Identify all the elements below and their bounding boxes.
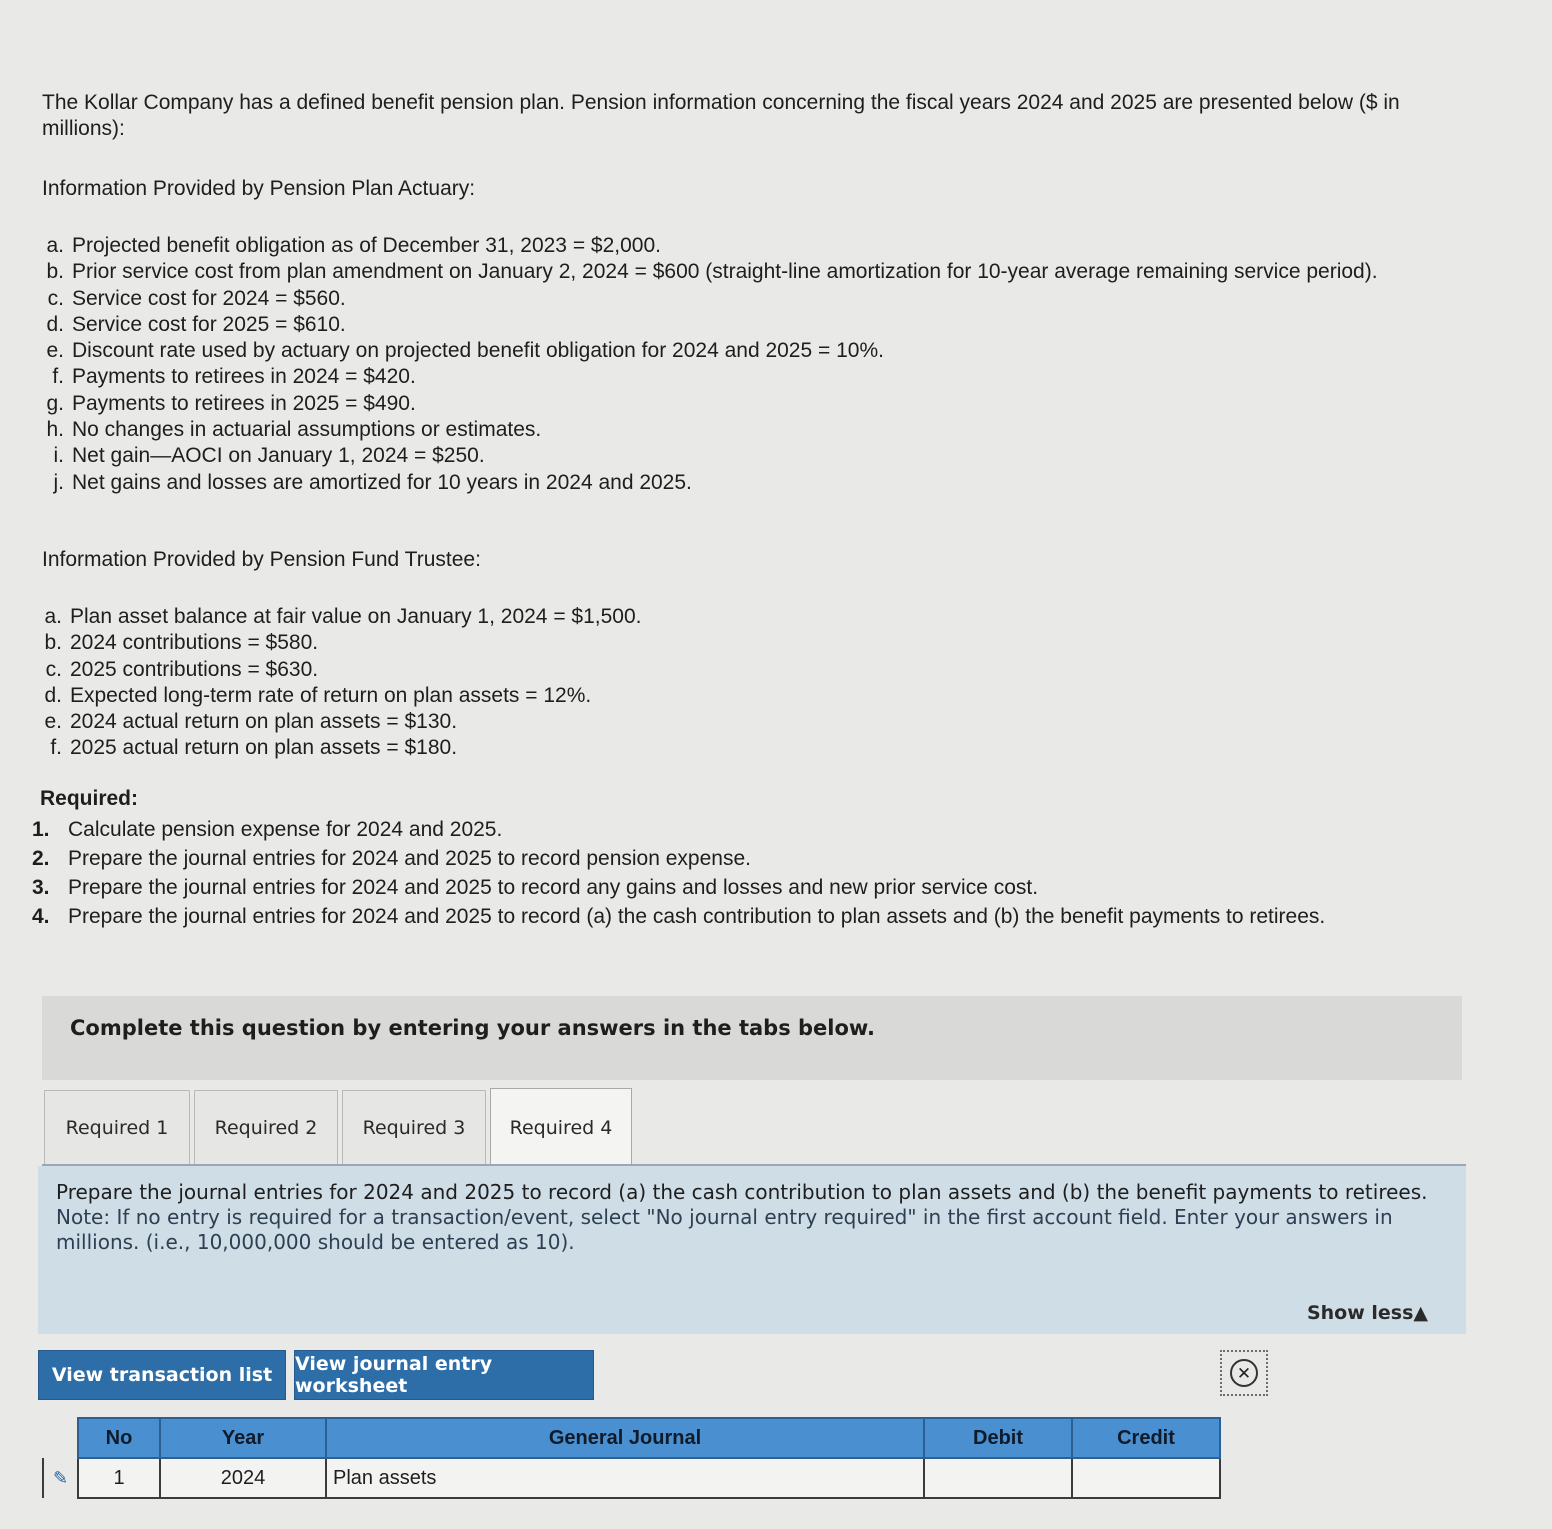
actuary-list xyxy=(40,233,1490,496)
list-item xyxy=(40,417,1490,443)
list-item xyxy=(40,338,1490,364)
edit-column-header xyxy=(43,1418,78,1458)
list-marker: b. xyxy=(46,260,64,284)
list-marker: 3. xyxy=(32,876,50,899)
list-marker: a. xyxy=(44,605,62,628)
list-item xyxy=(38,630,1238,656)
list-item xyxy=(32,873,1442,902)
list-marker: e. xyxy=(46,339,64,363)
required-heading: Required: xyxy=(40,787,139,810)
list-marker: c. xyxy=(45,657,62,681)
list-marker: g. xyxy=(46,391,64,415)
list-item xyxy=(40,443,1490,469)
list-item xyxy=(38,657,1238,683)
list-marker: i. xyxy=(53,444,64,468)
row-credit[interactable] xyxy=(1072,1458,1220,1498)
list-text: Calculate pension expense for 2024 and 2025. xyxy=(68,818,503,841)
tab-required-4[interactable]: Required 4 xyxy=(490,1088,632,1166)
list-marker: d. xyxy=(46,312,64,336)
list-marker: f. xyxy=(52,365,64,389)
instructions-note: Note: If no entry is required for a transaction/event, select "No journal entry required" in the first account field. Enter your answers in millions. (i.e., 10,000,000 should be entered as 10). xyxy=(56,1205,1393,1254)
instructions-panel xyxy=(38,1166,1466,1334)
col-debit-header: Debit xyxy=(924,1418,1072,1458)
list-item xyxy=(32,815,1442,844)
trustee-list xyxy=(38,604,1238,762)
row-debit[interactable] xyxy=(924,1458,1072,1498)
row-no: 1 xyxy=(78,1458,160,1498)
list-item xyxy=(40,286,1490,312)
trustee-heading: Information Provided by Pension Fund Trustee: xyxy=(42,548,481,571)
pencil-icon[interactable]: ✎ xyxy=(52,1467,69,1488)
list-text: Payments to retirees in 2024 = $420. xyxy=(72,365,416,389)
view-journal-entry-worksheet-button[interactable]: View journal entry worksheet xyxy=(294,1350,594,1400)
col-credit-header: Credit xyxy=(1072,1418,1220,1458)
list-text: Prepare the journal entries for 2024 and 2025 to record pension expense. xyxy=(68,847,751,870)
instructions-text: Prepare the journal entries for 2024 and 2025 to record (a) the cash contribution to plan assets and (b) the benefit payments to retirees. xyxy=(56,1180,1428,1204)
tab-required-1[interactable]: Required 1 xyxy=(44,1090,190,1164)
list-marker: d. xyxy=(44,683,62,707)
list-text: Payments to retirees in 2025 = $490. xyxy=(72,391,416,415)
list-text: Discount rate used by actuary on projected benefit obligation for 2024 and 2025 = 10%. xyxy=(72,339,884,363)
edit-cell[interactable] xyxy=(43,1458,78,1498)
tab-required-2[interactable]: Required 2 xyxy=(194,1090,338,1164)
row-year: 2024 xyxy=(160,1458,326,1498)
list-marker: c. xyxy=(47,286,64,310)
list-marker: 1. xyxy=(32,818,50,841)
col-year-header: Year xyxy=(160,1418,326,1458)
list-item xyxy=(40,312,1490,338)
list-item xyxy=(40,233,1490,259)
list-text: Net gains and losses are amortized for 10 years in 2024 and 2025. xyxy=(72,470,692,494)
list-text: 2024 contributions = $580. xyxy=(70,631,319,655)
row-account[interactable]: Plan assets xyxy=(326,1458,924,1498)
list-item xyxy=(32,844,1442,873)
list-text: 2025 contributions = $630. xyxy=(70,657,319,681)
list-item xyxy=(40,470,1490,496)
col-no-header: No xyxy=(78,1418,160,1458)
list-marker: b. xyxy=(44,631,62,655)
list-marker: f. xyxy=(50,736,62,760)
list-item xyxy=(40,259,1490,285)
show-less-link[interactable]: Show less▲ xyxy=(1306,1302,1428,1324)
table-row xyxy=(43,1458,1220,1498)
list-text: 2024 actual return on plan assets = $130. xyxy=(70,710,458,734)
close-button[interactable] xyxy=(1220,1350,1268,1396)
list-item xyxy=(40,364,1490,390)
list-text: Service cost for 2024 = $560. xyxy=(72,286,346,310)
list-text: Expected long-term rate of return on plan assets = 12%. xyxy=(70,683,592,707)
list-text: Prepare the journal entries for 2024 and 2025 to record (a) the cash contribution to plan assets and (b) the benefit payments to retirees. xyxy=(68,905,1326,928)
list-marker: h. xyxy=(46,418,64,442)
journal-header-row xyxy=(43,1418,1220,1458)
list-text: Plan asset balance at fair value on January 1, 2024 = $1,500. xyxy=(70,605,642,628)
list-marker: a. xyxy=(46,234,64,257)
tab-required-3[interactable]: Required 3 xyxy=(342,1090,486,1164)
list-item xyxy=(40,391,1490,417)
list-text: Prior service cost from plan amendment on January 2, 2024 = $600 (straight-line amortization for 10-year average remaining service period). xyxy=(72,260,1378,284)
list-marker: 4. xyxy=(32,905,50,928)
col-general-journal-header: General Journal xyxy=(326,1418,924,1458)
close-circle-icon: ✕ xyxy=(1230,1359,1258,1387)
intro-text: The Kollar Company has a defined benefit pension plan. Pension information concerning the fiscal years 2024 and 2025 are presented below ($ in millions): xyxy=(42,91,1400,140)
list-item xyxy=(32,902,1442,931)
journal-table xyxy=(42,1417,1221,1499)
view-transaction-list-button[interactable]: View transaction list xyxy=(38,1350,286,1400)
complete-banner: Complete this question by entering your answers in the tabs below. xyxy=(42,996,1462,1080)
list-item xyxy=(38,709,1238,735)
list-text: No changes in actuarial assumptions or estimates. xyxy=(72,418,542,442)
list-item xyxy=(38,735,1238,761)
list-marker: j. xyxy=(53,470,64,494)
list-text: Prepare the journal entries for 2024 and 2025 to record any gains and losses and new prior service cost. xyxy=(68,876,1039,899)
list-text: Service cost for 2025 = $610. xyxy=(72,312,346,336)
required-list xyxy=(32,815,1442,931)
list-item xyxy=(38,683,1238,709)
list-text: Net gain—AOCI on January 1, 2024 = $250. xyxy=(72,444,485,468)
list-text: Projected benefit obligation as of December 31, 2023 = $2,000. xyxy=(72,234,661,257)
list-marker: e. xyxy=(44,710,62,734)
list-text: 2025 actual return on plan assets = $180. xyxy=(70,736,458,760)
list-marker: 2. xyxy=(32,847,50,870)
list-item xyxy=(38,604,1238,630)
actuary-heading: Information Provided by Pension Plan Actuary: xyxy=(42,177,476,200)
